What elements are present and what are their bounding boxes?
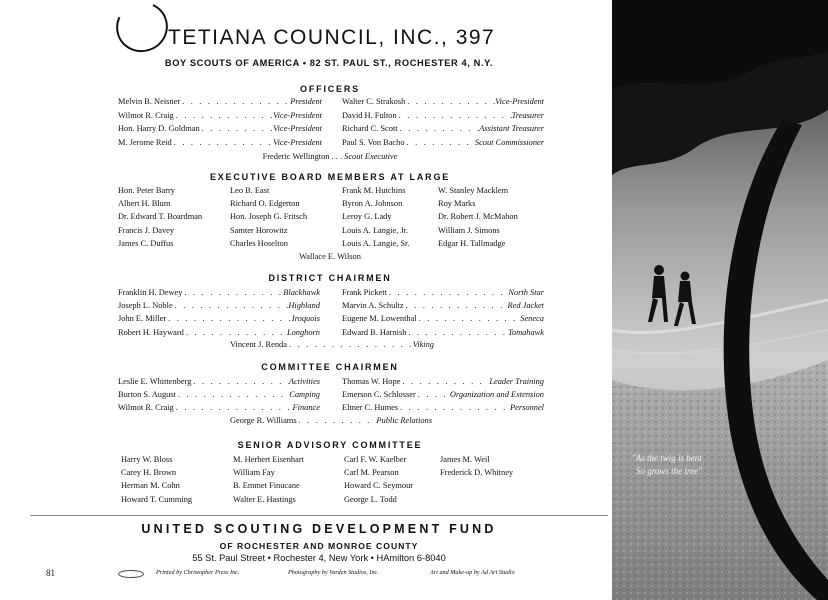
member-name: Edgar H. Tallmadge (438, 238, 506, 248)
executive-role: Scout Executive (344, 152, 398, 161)
leader-row (118, 300, 320, 312)
leader-row (118, 287, 320, 299)
member-role: Iroquois (291, 314, 320, 324)
district-last-role: Viking (412, 340, 434, 349)
member-name: Dr. Robert J. McMahon (438, 212, 518, 222)
dot-leader (172, 137, 273, 149)
member-name: Samter Horowitz (230, 225, 288, 235)
title-initial-o (109, 0, 175, 59)
divider (30, 515, 608, 516)
member-name: Edward B. Harnish (342, 327, 407, 337)
advisory-heading: SENIOR ADVISORY COMMITTEE (237, 440, 423, 450)
member-name: Byron A. Johnson (342, 199, 403, 209)
member-name: Franklin H. Dewey (118, 288, 183, 297)
member-role: President (290, 97, 322, 106)
dot-leader (182, 287, 283, 299)
member-role: Blackhawk (283, 288, 320, 297)
leader-row (118, 389, 320, 401)
district-heading: DISTRICT CHAIRMEN (268, 273, 392, 283)
dot-leader (416, 389, 450, 401)
quote-line-2: So grows the tree" (636, 466, 702, 476)
member-name: David H. Fulton (342, 110, 397, 120)
leader-row (118, 327, 320, 339)
member-role: Activities (288, 377, 320, 386)
member-name: Walter C. Strakosh (342, 97, 406, 106)
member-name: Herman M. Cohn (121, 481, 180, 491)
dot-leader (417, 313, 521, 325)
board-heading: EXECUTIVE BOARD MEMBERS AT LARGE (209, 172, 451, 182)
member-name: Leo B. East (230, 186, 270, 195)
dot-leader (173, 300, 289, 312)
leader-row (342, 96, 544, 108)
board-last-member: Wallace E. Wilson (299, 252, 361, 261)
leader-row (342, 287, 544, 299)
leader-row (118, 137, 322, 149)
leader-row (342, 402, 544, 414)
dot-leader (200, 123, 274, 135)
leader-row (342, 137, 544, 149)
member-name: Louis A. Langie, Sr. (342, 238, 410, 248)
dot-leader (404, 300, 508, 312)
executive-name: Frederic Wellington (262, 152, 330, 161)
dot-leader (297, 415, 377, 427)
council-address: BOY SCOUTS OF AMERICA • 82 ST. PAUL ST., ROCHESTER 4, N.Y. (164, 58, 494, 68)
page-number: 81 (46, 568, 55, 578)
member-name: James M. Weil (440, 455, 490, 464)
dot-leader (405, 96, 495, 108)
beach-photo (612, 0, 828, 600)
fund-title: UNITED SCOUTING DEVELOPMENT FUND (141, 522, 497, 536)
leader-row (342, 313, 544, 325)
leader-row (342, 110, 544, 122)
member-name: Wilmot R. Craig (118, 403, 174, 413)
dot-leader (180, 96, 290, 108)
member-role: Highland (288, 301, 320, 311)
member-name: Albert H. Blum (118, 199, 171, 209)
member-role: Leader Training (489, 377, 544, 386)
dot-leader (398, 123, 480, 135)
member-name: Louis A. Langie, Jr. (342, 225, 409, 235)
dot-leader (191, 376, 288, 388)
member-name: Richard C. Scott (342, 124, 398, 133)
member-name: Marvin A. Schultz (342, 301, 404, 311)
member-name: Emerson C. Schlosser (342, 390, 416, 400)
member-name: Walter E. Hastings (233, 494, 296, 504)
member-role: Tomahawk (508, 327, 544, 337)
district-last-name: Vincent J. Renda (230, 340, 287, 349)
member-name: Eugene M. Lowenthal (342, 314, 417, 324)
dot-leader (406, 327, 508, 339)
member-role: Vice-President (273, 124, 322, 133)
quote-line-1: "As the twig is bent (632, 453, 702, 463)
dot-leader (176, 389, 289, 401)
council-title: TETIANA COUNCIL, INC., 397 (168, 26, 496, 49)
member-name: Howard C. Seymour (344, 481, 414, 491)
member-role: Personnel (510, 403, 544, 413)
member-name: George L. Todd (344, 494, 397, 504)
leader-row (118, 313, 320, 325)
member-role: Vice-President (495, 97, 544, 106)
member-name: Thomas W. Hope (342, 377, 401, 386)
member-role: Red Jacket (507, 301, 544, 311)
leader-row (118, 96, 322, 108)
member-name: Hon. Joseph G. Fritsch (230, 212, 308, 222)
member-role: North Star (508, 288, 544, 297)
dot-leader (166, 313, 292, 325)
leader-row (342, 389, 544, 401)
leader-row (342, 123, 544, 135)
beach-photo-illustration (612, 0, 828, 600)
member-name: Carl F. W. Kaelber (344, 455, 407, 464)
dot-leader (405, 137, 475, 149)
member-name: John E. Miller (118, 314, 167, 324)
member-name: William Fay (233, 468, 275, 478)
member-role: Finance (292, 403, 320, 413)
dot-leader (387, 287, 508, 299)
member-name: Carey H. Brown (121, 468, 177, 478)
member-role: Assistant Treasurer (479, 124, 544, 133)
dot-leader (397, 110, 512, 122)
leader-row (118, 110, 322, 122)
member-name: Leroy G. Lady (342, 212, 392, 222)
member-name: Wilmot R. Craig (118, 110, 174, 120)
dot-leader (184, 327, 287, 339)
member-role: Camping (289, 390, 320, 400)
member-name: Paul S. Von Bacho (342, 137, 405, 147)
member-name: Roy Marks (438, 199, 476, 209)
leader-row (118, 402, 320, 414)
committee-last-name: George R. Williams (230, 416, 297, 425)
fund-subtitle: OF ROCHESTER AND MONROE COUNTY (219, 541, 419, 551)
member-role: Vice-President (273, 137, 322, 147)
member-name: James C. Duffus (118, 238, 174, 248)
member-name: Carl M. Pearson (344, 468, 399, 478)
member-name: B. Emmet Finucane (233, 481, 300, 491)
committee-last-role: Public Relations (376, 416, 432, 425)
member-name: Dr. Edward T. Boardman (118, 212, 203, 222)
member-role: Scout Commissioner (474, 137, 544, 147)
leader-row (342, 327, 544, 339)
credit-photography: Photography by Varden Studios, Inc. (288, 569, 379, 576)
member-role: Longhorn (286, 327, 320, 337)
member-name: Frank Pickett (342, 288, 387, 297)
scout-executive-line: Frederic Wellington . . . Scout Executive (262, 152, 398, 161)
committee-heading: COMMITTEE CHAIRMEN (261, 362, 399, 372)
officers-heading: OFFICERS (300, 84, 360, 94)
member-role: Treasurer (511, 110, 544, 120)
member-name: Hon. Harry D. Goldman (118, 124, 200, 133)
member-name: M. Herbert Eisenhart (233, 455, 304, 464)
dot-leader (174, 402, 293, 414)
member-role: Vice-President (273, 110, 322, 120)
member-role: Organization and Extension (449, 390, 544, 400)
committee-last-row (230, 415, 432, 427)
member-name: Charles Hoselton (230, 238, 288, 248)
leader-row (342, 300, 544, 312)
member-name: Burton S. August (118, 390, 176, 400)
credit-art: Art and Make-up by Ad Art Studio (430, 569, 515, 576)
fund-address: 55 St. Paul Street • Rochester 4, New York • HAmilton 6-8040 (192, 553, 446, 563)
member-name: M. Jerome Reid (118, 137, 172, 147)
member-name: W. Stanley Macklem (438, 186, 509, 195)
photo-quote (632, 452, 702, 478)
member-name: Joseph L. Noble (118, 301, 173, 311)
member-name: Richard O. Edgerton (230, 199, 300, 209)
member-role: Seneca (520, 314, 544, 324)
member-name: Frederick D. Whitney (440, 468, 514, 478)
member-name: Francis J. Davey (118, 225, 175, 235)
district-last-row (230, 339, 434, 351)
member-name: Melvin B. Neisner (118, 97, 181, 106)
dot-leader (174, 110, 273, 122)
member-name: Robert H. Hayward (118, 327, 184, 337)
member-name: Elmer C. Humes (342, 403, 399, 413)
dot-leader (398, 402, 510, 414)
member-name: Howard T. Cumming (121, 494, 193, 504)
credit-printer: Printed by Christopher Press Inc. (156, 569, 240, 576)
leader-row (118, 123, 322, 135)
dot-leader (400, 376, 489, 388)
member-name: Hon. Peter Barry (118, 186, 175, 195)
dot-leader (287, 339, 413, 351)
member-name: Frank M. Hutchins (342, 186, 406, 195)
leader-row (342, 376, 544, 388)
member-name: William J. Simons (438, 225, 500, 235)
printer-logo-icon (118, 570, 144, 578)
member-name: Leslie E. Whittenberg (118, 377, 192, 386)
member-name: Harry W. Bloss (121, 455, 173, 464)
leader-row (118, 376, 320, 388)
